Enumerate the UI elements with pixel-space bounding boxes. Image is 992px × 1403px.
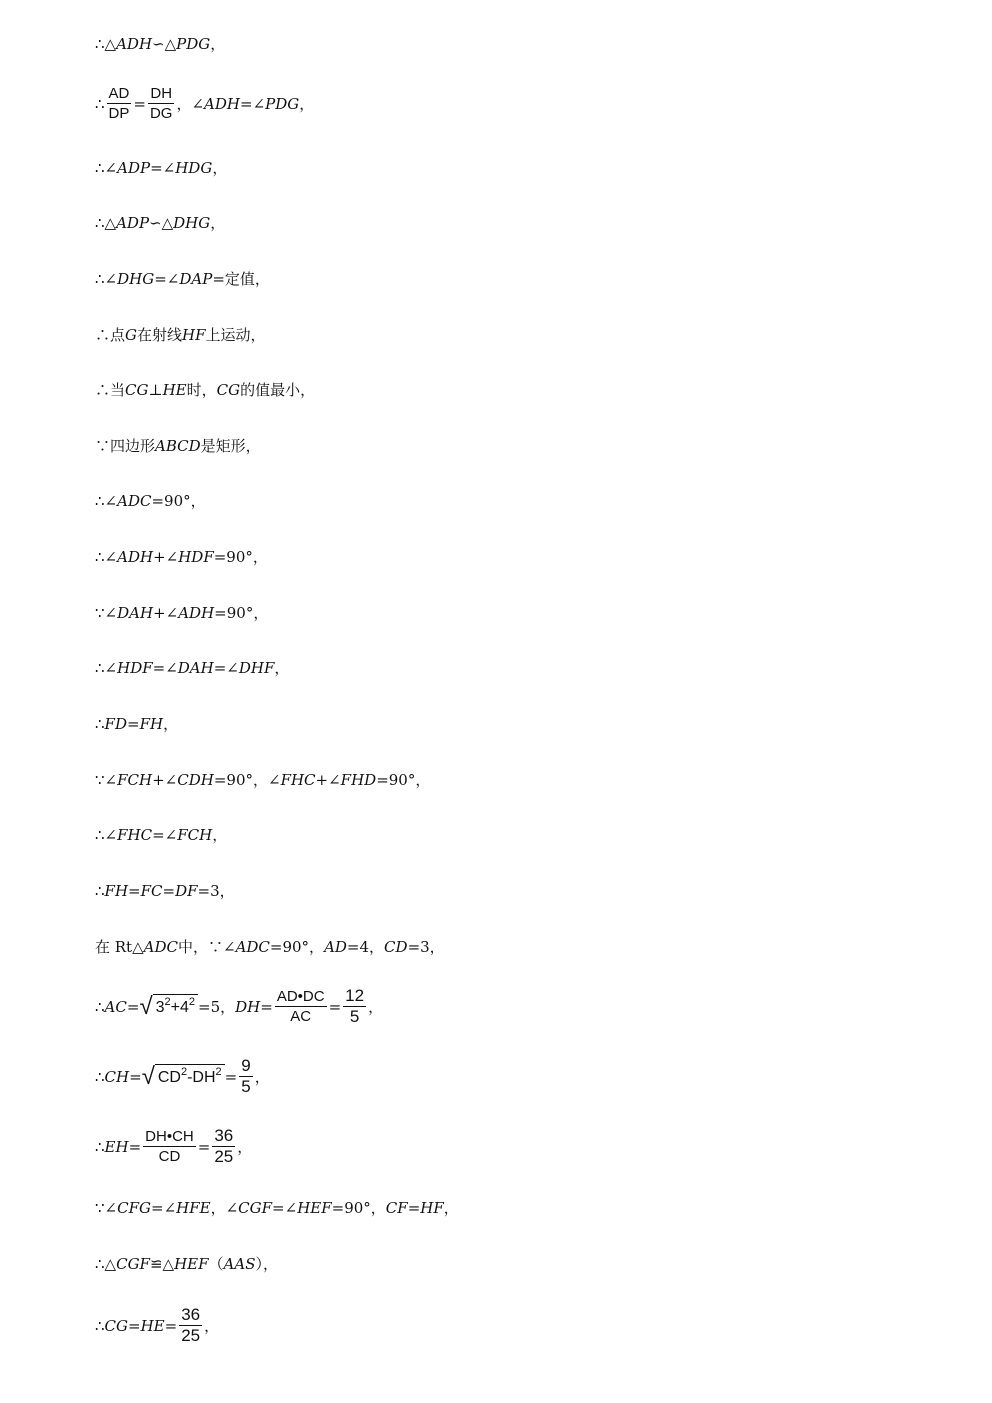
line-text: FCH bbox=[117, 771, 153, 789]
line-text: =∠ bbox=[152, 659, 178, 677]
proof-line-10 bbox=[95, 547, 268, 567]
line-text: ，∠ bbox=[210, 1199, 239, 1217]
line-text: ABCD bbox=[155, 437, 201, 455]
line-text: +∠ bbox=[315, 771, 341, 789]
line-text: G bbox=[125, 326, 137, 344]
line-text: = bbox=[260, 997, 273, 1016]
line-text: ∴ bbox=[95, 1316, 105, 1335]
line-text: =∠ bbox=[152, 826, 178, 844]
fraction bbox=[179, 1305, 202, 1346]
line-text: ∴△ bbox=[95, 35, 117, 53]
fraction bbox=[212, 1126, 235, 1167]
line-text: =90°， bbox=[331, 1199, 386, 1217]
line-text: = bbox=[328, 997, 342, 1016]
line-text: ∽△ bbox=[149, 214, 174, 232]
line-text: ， bbox=[443, 1199, 459, 1217]
line-text: ∴点 bbox=[95, 326, 126, 344]
proof-line-5 bbox=[95, 269, 270, 289]
line-text: DAH bbox=[177, 659, 214, 677]
line-text: HFE bbox=[176, 1199, 211, 1217]
proof-line-3 bbox=[95, 158, 227, 178]
fraction-denominator: 25 bbox=[181, 1326, 201, 1345]
line-text: ADH bbox=[178, 604, 215, 622]
radicand bbox=[155, 1064, 225, 1090]
line-text: CGF bbox=[238, 1199, 273, 1217]
line-text: = bbox=[224, 1067, 238, 1086]
proof-line-12 bbox=[95, 658, 289, 678]
line-text: ， bbox=[210, 214, 226, 232]
proof-line-9 bbox=[95, 491, 206, 511]
line-text: HF bbox=[182, 326, 206, 344]
line-text: ∵∠ bbox=[95, 1199, 118, 1217]
line-text: DHG bbox=[173, 214, 211, 232]
line-text: CG bbox=[104, 1316, 129, 1335]
line-text: ∴∠ bbox=[95, 826, 118, 844]
line-text: = bbox=[164, 1316, 178, 1335]
line-text: ， bbox=[274, 659, 290, 677]
line-text: 的值最小， bbox=[240, 381, 316, 399]
exponent: 2 bbox=[164, 995, 171, 1008]
line-text: HF bbox=[420, 1199, 444, 1217]
line-text: ∴ bbox=[95, 1067, 105, 1086]
fraction-numerator: 36 bbox=[214, 1126, 234, 1145]
proof-line-11 bbox=[95, 603, 268, 623]
line-text: ⊥ bbox=[148, 381, 163, 399]
line-text: ∴∠ bbox=[95, 159, 118, 177]
radical-sign: √ bbox=[139, 992, 153, 1020]
proof-line-20 bbox=[95, 1126, 252, 1167]
line-text: DHG bbox=[117, 270, 155, 288]
proof-line-18 bbox=[95, 986, 383, 1027]
line-text: ， bbox=[368, 997, 384, 1016]
line-text: DHF bbox=[238, 659, 275, 677]
line-text: CH bbox=[104, 1067, 130, 1086]
line-text: +∠ bbox=[153, 604, 179, 622]
line-text: 是矩形， bbox=[200, 437, 261, 455]
line-text: FHC bbox=[280, 771, 316, 789]
line-text: CDH bbox=[177, 771, 214, 789]
line-text: ， bbox=[163, 715, 179, 733]
line-text: = bbox=[128, 1316, 141, 1335]
fraction-denominator: AC bbox=[290, 1008, 312, 1025]
fraction bbox=[239, 1056, 252, 1097]
radicand-base: 4 bbox=[179, 998, 189, 1016]
fraction-denominator: 25 bbox=[214, 1147, 234, 1166]
proof-line-7 bbox=[95, 380, 315, 400]
line-text: =3， bbox=[407, 938, 445, 956]
line-text: DH bbox=[235, 997, 261, 1016]
line-text: ， bbox=[204, 1316, 220, 1335]
line-text: ADC bbox=[143, 938, 178, 956]
line-text: =90°， bbox=[269, 938, 325, 956]
line-text: ADH bbox=[204, 94, 240, 113]
line-text: ， bbox=[210, 35, 226, 53]
line-text: ，∠ bbox=[176, 94, 205, 113]
line-text: ∴∠ bbox=[95, 548, 118, 566]
exponent: 2 bbox=[180, 1065, 188, 1078]
proof-line-19 bbox=[95, 1056, 270, 1097]
line-text: = bbox=[128, 1137, 142, 1156]
line-text: CF bbox=[385, 1199, 408, 1217]
proof-line-1 bbox=[95, 34, 225, 54]
line-text: （ bbox=[208, 1255, 224, 1273]
fraction bbox=[143, 1127, 196, 1166]
fraction-numerator: AD•DC bbox=[276, 988, 325, 1005]
line-text: 中，∵∠ bbox=[177, 938, 236, 956]
line-text: =∠ bbox=[240, 94, 266, 113]
line-text: AAS bbox=[223, 1255, 256, 1273]
line-text: ， bbox=[212, 159, 228, 177]
line-text: ∵∠ bbox=[95, 604, 118, 622]
line-text: ∴ bbox=[95, 715, 105, 733]
proof-line-4 bbox=[95, 213, 225, 233]
line-text: HEF bbox=[174, 1255, 209, 1273]
line-text: AC bbox=[104, 997, 127, 1016]
line-text: ∴ bbox=[95, 94, 105, 113]
line-text: ， bbox=[254, 1067, 270, 1086]
proof-line-22 bbox=[95, 1254, 278, 1274]
fraction-numerator: AD bbox=[108, 85, 130, 102]
line-text: ∴△ bbox=[95, 214, 117, 232]
proof-line-17 bbox=[95, 937, 445, 957]
line-text: CG bbox=[216, 381, 241, 399]
line-text: =∠ bbox=[151, 1199, 177, 1217]
line-text: HDF bbox=[117, 659, 153, 677]
operator: - bbox=[187, 1068, 193, 1086]
line-text: 在 Rt△ bbox=[95, 938, 144, 956]
line-text: ∵∠ bbox=[95, 771, 118, 789]
line-text: ADH bbox=[116, 35, 153, 53]
line-text: FCH bbox=[177, 826, 213, 844]
line-text: CGF bbox=[116, 1255, 150, 1273]
line-text: FH bbox=[104, 882, 129, 900]
line-text: ∴△ bbox=[95, 1255, 117, 1273]
line-text: =3， bbox=[197, 882, 235, 900]
proof-line-2 bbox=[95, 84, 314, 123]
line-text: ， bbox=[237, 1137, 253, 1156]
proof-line-14 bbox=[95, 770, 430, 790]
exponent: 2 bbox=[188, 995, 196, 1008]
line-text: ∴ bbox=[95, 882, 105, 900]
proof-line-13 bbox=[95, 714, 178, 734]
fraction bbox=[343, 986, 366, 1027]
fraction-denominator: CD bbox=[158, 1148, 181, 1165]
line-text: =∠ bbox=[213, 659, 239, 677]
line-text: HEF bbox=[297, 1199, 332, 1217]
line-text: 时， bbox=[186, 381, 217, 399]
line-text: =90°，∠ bbox=[213, 771, 281, 789]
line-text: ∵四边形 bbox=[95, 437, 156, 455]
line-text: PDG bbox=[265, 94, 300, 113]
line-text: ∴∠ bbox=[95, 659, 118, 677]
fraction-denominator: 5 bbox=[241, 1077, 251, 1096]
line-text: = bbox=[133, 94, 146, 113]
line-text: =∠ bbox=[154, 270, 180, 288]
line-text: ∽△ bbox=[152, 35, 177, 53]
line-text: = bbox=[197, 1137, 211, 1156]
line-text: ADP bbox=[116, 214, 150, 232]
line-text: ADC bbox=[117, 492, 152, 510]
line-text: ∴∠ bbox=[95, 492, 118, 510]
fraction-numerator: DH•CH bbox=[145, 1128, 194, 1145]
line-text: ADP bbox=[117, 159, 151, 177]
line-text: = bbox=[126, 997, 140, 1016]
line-text: ≌△ bbox=[149, 1255, 175, 1273]
square-root bbox=[139, 994, 198, 1020]
line-text: ∴∠ bbox=[95, 270, 118, 288]
line-text: =5， bbox=[198, 997, 236, 1016]
radicand bbox=[153, 994, 198, 1020]
line-text: EH bbox=[104, 1137, 129, 1156]
line-text: 在射线 bbox=[137, 326, 183, 344]
line-text: HE bbox=[162, 381, 187, 399]
line-text: =∠ bbox=[150, 159, 176, 177]
line-text: = bbox=[162, 882, 176, 900]
line-text: CFG bbox=[117, 1199, 151, 1217]
fraction-numerator: 12 bbox=[345, 986, 365, 1005]
line-text: 上运动， bbox=[205, 326, 266, 344]
line-text: =90°， bbox=[376, 771, 431, 789]
line-text: ∴当 bbox=[95, 381, 126, 399]
proof-line-23 bbox=[95, 1305, 219, 1346]
line-text: HE bbox=[140, 1316, 165, 1335]
line-text: DAP bbox=[179, 270, 213, 288]
fraction bbox=[275, 987, 327, 1026]
line-text: ）， bbox=[255, 1255, 279, 1273]
fraction-denominator: 5 bbox=[349, 1007, 360, 1026]
radicand-base: 3 bbox=[155, 998, 165, 1016]
line-text: =90°， bbox=[214, 604, 269, 622]
fraction-denominator: DP bbox=[108, 105, 130, 122]
line-text: CG bbox=[125, 381, 149, 399]
operator: + bbox=[170, 998, 180, 1016]
line-text: HDG bbox=[175, 159, 213, 177]
fraction bbox=[148, 84, 175, 123]
proof-line-21 bbox=[95, 1198, 459, 1218]
proof-line-15 bbox=[95, 825, 227, 845]
exponent: 2 bbox=[215, 1065, 222, 1078]
line-text: ∴ bbox=[95, 1137, 105, 1156]
line-text: FD bbox=[104, 715, 127, 733]
radicand-base: CD bbox=[157, 1068, 181, 1086]
radical-sign: √ bbox=[141, 1062, 155, 1090]
line-text: PDG bbox=[176, 35, 211, 53]
square-root bbox=[142, 1064, 225, 1090]
line-text: =90°， bbox=[151, 492, 206, 510]
line-text: CD bbox=[384, 938, 408, 956]
fraction bbox=[107, 84, 132, 123]
fraction-numerator: 36 bbox=[181, 1305, 201, 1324]
line-text: FHC bbox=[117, 826, 153, 844]
line-text: DAH bbox=[117, 604, 154, 622]
line-text: ADH bbox=[117, 548, 154, 566]
line-text: FC bbox=[140, 882, 163, 900]
line-text: =4， bbox=[346, 938, 385, 956]
radicand-base: DH bbox=[192, 1068, 216, 1086]
proof-line-16 bbox=[95, 881, 235, 901]
proof-line-8 bbox=[95, 436, 261, 456]
proof-line-6 bbox=[95, 325, 266, 345]
line-text: HDF bbox=[178, 548, 214, 566]
line-text: = bbox=[128, 882, 141, 900]
line-text: ， bbox=[299, 94, 315, 113]
line-text: FH bbox=[139, 715, 164, 733]
line-text: =定值， bbox=[212, 270, 270, 288]
line-text: +∠ bbox=[153, 548, 179, 566]
line-text: = bbox=[126, 715, 140, 733]
line-text: DF bbox=[175, 882, 198, 900]
line-text: FHD bbox=[340, 771, 377, 789]
line-text: = bbox=[129, 1067, 142, 1086]
fraction-numerator: 9 bbox=[241, 1056, 251, 1075]
line-text: +∠ bbox=[152, 771, 178, 789]
line-text: = bbox=[407, 1199, 421, 1217]
fraction-denominator: DG bbox=[149, 105, 173, 122]
line-text: =∠ bbox=[272, 1199, 298, 1217]
line-text: =90°， bbox=[213, 548, 268, 566]
line-text: ADC bbox=[235, 938, 270, 956]
line-text: ∴ bbox=[95, 997, 105, 1016]
line-text: ， bbox=[212, 826, 228, 844]
fraction-numerator: DH bbox=[150, 85, 173, 102]
line-text: AD bbox=[324, 938, 347, 956]
